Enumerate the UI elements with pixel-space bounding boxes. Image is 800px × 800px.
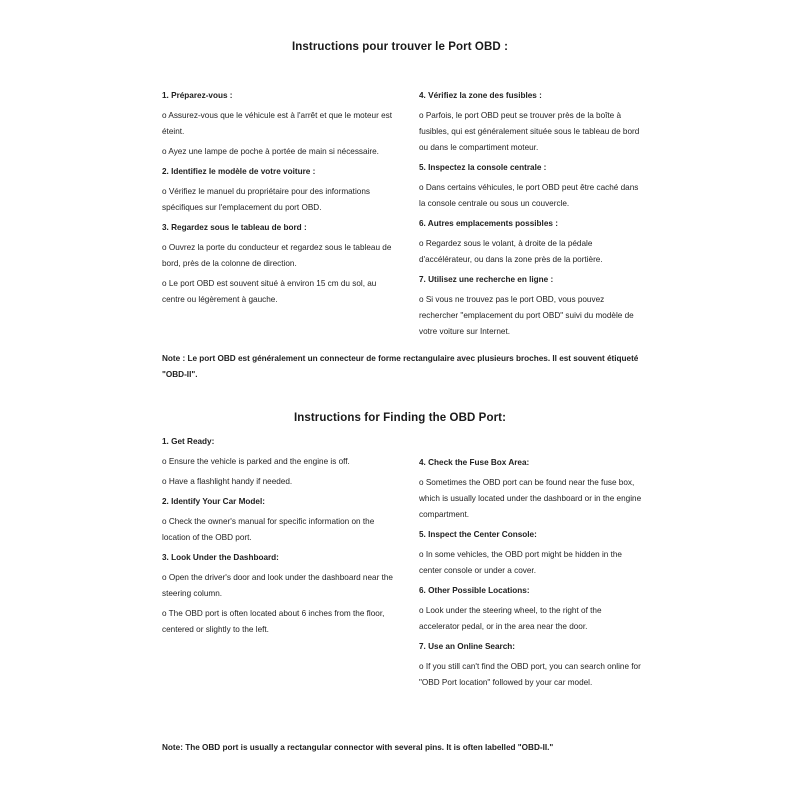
step-heading: 2. Identifiez le modèle de votre voiture : — [162, 167, 316, 176]
french-step-6 — [419, 216, 643, 268]
english-step-5 — [419, 527, 643, 579]
step-text: o In some vehicles, the OBD port might be hidden in the center console or under a cover. — [419, 550, 622, 575]
step-text: o If you still can't find the OBD port, you can search online for "OBD Port location" followed by your car model. — [419, 662, 641, 687]
french-step-4 — [419, 88, 643, 156]
step-heading: 1. Get Ready: — [162, 437, 215, 446]
step-heading: 4. Check the Fuse Box Area: — [419, 458, 530, 467]
english-left-column — [162, 434, 394, 638]
step-text: o Ayez une lampe de poche à portée de main si nécessaire. — [162, 147, 379, 156]
step-text: o Si vous ne trouvez pas le port OBD, vous pouvez rechercher "emplacement du port OBD" suivi du modèle de votre voiture sur Internet. — [419, 295, 634, 336]
step-text: o Look under the steering wheel, to the right of the accelerator pedal, or in the area near the door. — [419, 606, 602, 631]
step-heading: 3. Look Under the Dashboard: — [162, 553, 279, 562]
english-step-6 — [419, 583, 643, 635]
french-title: Instructions pour trouver le Port OBD : — [291, 41, 509, 53]
english-step-1 — [162, 434, 394, 490]
french-left-column — [162, 88, 394, 308]
step-text: o Open the driver's door and look under the dashboard near the steering column. — [162, 573, 393, 598]
english-step-2 — [162, 494, 394, 546]
step-heading: 7. Use an Online Search: — [419, 642, 516, 651]
step-text: o Sometimes the OBD port can be found near the fuse box, which is usually located under the dashboard or in the engine compartment. — [419, 478, 642, 519]
english-right-column — [419, 455, 643, 691]
step-heading: 6. Autres emplacements possibles : — [419, 219, 558, 228]
french-step-7 — [419, 272, 643, 340]
step-text: o Parfois, le port OBD peut se trouver près de la boîte à fusibles, qui est généralement située sous le tableau de bord ou dans le compartiment moteur. — [419, 111, 640, 152]
step-text: o Le port OBD est souvent situé à environ 15 cm du sol, au centre ou légèrement à gauche. — [162, 279, 377, 304]
english-note: Note: The OBD port is usually a rectangular connector with several pins. It is often labelled "OBD-II." — [162, 743, 554, 752]
french-step-2 — [162, 164, 394, 216]
french-step-1 — [162, 88, 394, 160]
step-text: o Vérifiez le manuel du propriétaire pour des informations spécifiques sur l'emplacement du port OBD. — [162, 187, 370, 212]
step-heading: 1. Préparez-vous : — [162, 91, 233, 100]
step-heading: 7. Utilisez une recherche en ligne : — [419, 275, 554, 284]
step-text: o Ensure the vehicle is parked and the engine is off. — [162, 457, 350, 466]
english-step-3 — [162, 550, 394, 638]
step-heading: 4. Vérifiez la zone des fusibles : — [419, 91, 542, 100]
step-heading: 3. Regardez sous le tableau de bord : — [162, 223, 307, 232]
english-step-7 — [419, 639, 643, 691]
step-heading: 5. Inspect the Center Console: — [419, 530, 537, 539]
step-text: o The OBD port is often located about 6 inches from the floor, centered or slightly to the left. — [162, 609, 385, 634]
step-text: o Have a flashlight handy if needed. — [162, 477, 293, 486]
step-text: o Dans certains véhicules, le port OBD peut être caché dans la console centrale ou sous un couvercle. — [419, 183, 639, 208]
french-note: Note : Le port OBD est généralement un connecteur de forme rectangulaire avec plusieurs broches. Il est souvent étiqueté "OBD-II". — [162, 354, 639, 379]
step-text: o Regardez sous le volant, à droite de la pédale d'accélérateur, ou dans la zone près de la portière. — [419, 239, 603, 264]
english-title: Instructions for Finding the OBD Port: — [293, 412, 507, 424]
french-step-5 — [419, 160, 643, 212]
step-heading: 6. Other Possible Locations: — [419, 586, 530, 595]
french-right-column — [419, 88, 643, 340]
step-heading: 2. Identify Your Car Model: — [162, 497, 265, 506]
step-text: o Assurez-vous que le véhicule est à l'arrêt et que le moteur est éteint. — [162, 111, 393, 136]
english-step-4 — [419, 455, 643, 523]
step-text: o Check the owner's manual for specific information on the location of the OBD port. — [162, 517, 375, 542]
step-heading: 5. Inspectez la console centrale : — [419, 163, 547, 172]
french-step-3 — [162, 220, 394, 308]
step-text: o Ouvrez la porte du conducteur et regardez sous le tableau de bord, près de la colonne de direction. — [162, 243, 392, 268]
